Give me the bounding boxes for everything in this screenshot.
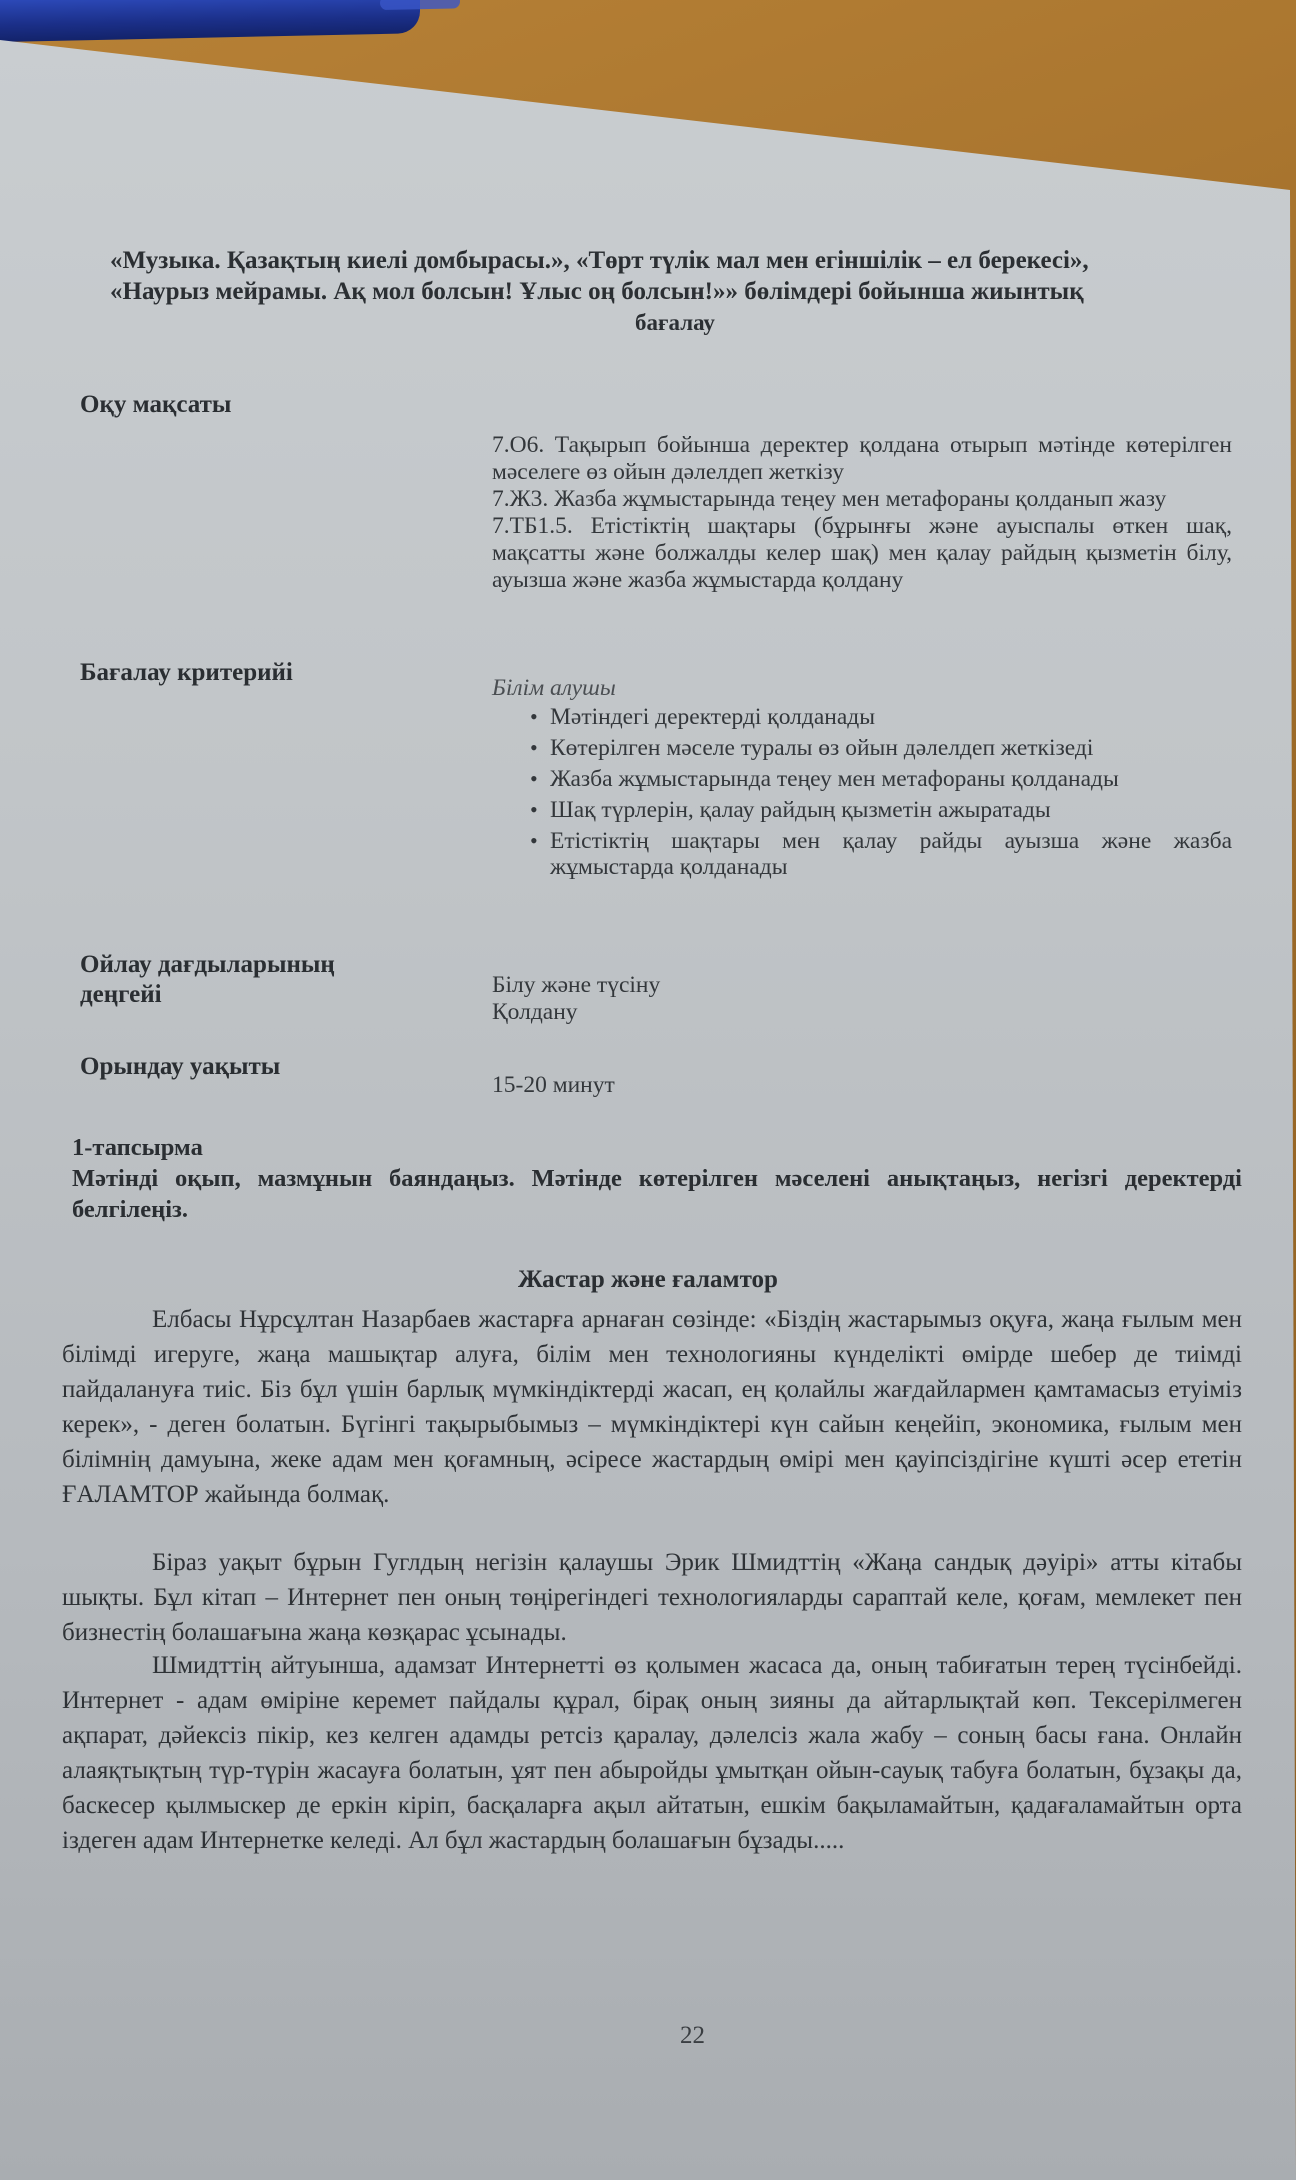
thinking-level-label-line-2: деңгейі (80, 981, 162, 1008)
title-line-1: «Музыка. Қазақтың киелі домбырасы.», «Төрт түлік мал мен егіншілік – ел берекесі», (110, 247, 1089, 274)
document-title (110, 245, 1240, 338)
task-block (72, 1132, 1242, 1225)
text-paragraph: Шмидттің айтуынша, адамзат Интернетті өз қолымен жасаса да, оның табиғатын терең түсінбейді. Интернет - адам өміріне керемет пайдалы құрал, бірақ оның зияны да айтарлықтай көп. Тексерілмеген ақпарат, дәйексіз пікір, кез келген адамды ретсіз қаралау, дәлелсіз жала жабу – соның басы ғана. Онлайн алаяқтықтың түр-түрін жасауға болатын, ұят пен абыройды ұмытқан ойын-сауық табуға болатын, бұзақы да, баскесер қылмыскер де еркін кіріп, басқаларға ақыл айтатын, ешкім бақыламайтын, қадағаламайтын орта іздеген адам Интернетке келеді. Ал бұл жастардың болашағын бұзады..... (62, 1652, 1242, 1854)
title-line-3: бағалау (635, 310, 715, 335)
learning-goal-item: 7.Ж3. Жазба жұмыстарында теңеу мен метафораны қолданып жазу (492, 486, 1167, 512)
criteria-item: • Етістіктің шақтары мен қалау райды ауызша және жазба жұмыстарда қолданады (492, 828, 1232, 880)
learning-goals-value (492, 432, 1232, 594)
criteria-value (492, 675, 1232, 885)
duration-value: 15-20 минут (492, 1072, 615, 1098)
task-instruction: Мәтінді оқып, мазмұнын баяндаңыз. Мәтінде көтерілген мәселені анықтаңыз, негізгі деректерді белгілеңіз. (72, 1165, 1242, 1223)
criteria-item: • Жазба жұмыстарында теңеу мен метафораны қолданады (492, 766, 1232, 792)
page-number: 22 (680, 2022, 705, 2049)
thinking-level-value (492, 972, 1232, 1026)
criteria-item: • Көтерілген мәселе туралы өз ойын дәлелдеп жеткізеді (492, 735, 1232, 761)
duration-label: Орындау уақыты (80, 1053, 281, 1080)
thinking-level-value-line-2: Қолдану (492, 999, 578, 1025)
text-title: Жастар және ғаламтор (518, 1266, 778, 1293)
criteria-intro: Білім алушы (492, 675, 616, 701)
criteria-list (492, 704, 1232, 880)
thinking-level-label (80, 950, 335, 1010)
text-paragraph: Біраз уақыт бұрын Гуглдың негізін қалаушы Эрик Шмидттің «Жаңа сандық дәуірі» атты кітабы шықты. Бұл кітап – Интернет пен оның төңірегіндегі технологияларды сараптай келе, қоғам, мемлекет пен бизнестің болашағына жаңа көзқарас ұсынады. (62, 1549, 1242, 1646)
thinking-level-value-line-1: Білу және түсіну (492, 972, 661, 998)
criteria-item: • Мәтіндегі деректерді қолданады (492, 704, 1232, 730)
learning-goal-item: 7.О6. Тақырып бойынша деректер қолдана отырып мәтінде көтерілген мәселеге өз ойын дәлелдеп жеткізу (492, 432, 1232, 485)
criteria-label: Бағалау критерийі (80, 659, 293, 686)
title-line-2: «Наурыз мейрамы. Ақ мол болсын! Ұлыс оң болсын!»» бөлімдері бойынша жиынтық (110, 278, 1084, 305)
learning-goals-label: Оқу мақсаты (80, 391, 232, 418)
thinking-level-label-line-1: Ойлау дағдыларының (80, 951, 335, 978)
text-paragraph: Елбасы Нұрсұлтан Назарбаев жастарға арнаған сөзінде: «Біздің жастарымыз оқуға, жаңа ғылым мен білімді игеруге, жаңа машықтар алуға, білім мен технологияны күнделікті өмірде шебер де тиімді пайдалануға тиіс. Біз бұл үшін барлық мүмкіндіктерді жасап, ең қолайлы жағдайлармен қамтамасыз етуіміз керек», - деген болатын. Бүгінгі тақырыбымыз – мүмкіндіктері күн сайын кеңейіп, экономика, ғылым мен білімнің дамуына, жеке адам мен қоғамның, әсіресе жастардың өмірі мен қауіпсіздігіне күшті әсер ететін ҒАЛАМТОР жайында болмақ. (62, 1306, 1242, 1508)
task-title: 1-тапсырма (72, 1134, 203, 1161)
learning-goal-item: 7.ТБ1.5. Етістіктің шақтары (бұрынғы және ауыспалы өткен шақ, мақсатты және болжалды келер шақ) мен қалау райдың қызметін білу, ауызша және жазба жұмыстарда қолдану (492, 513, 1232, 593)
criteria-item: • Шақ түрлерін, қалау райдың қызметін ажыратады (492, 797, 1232, 823)
